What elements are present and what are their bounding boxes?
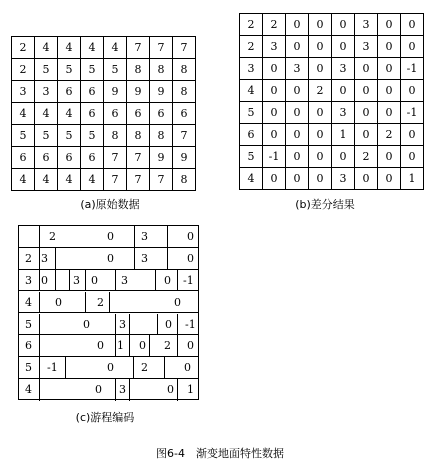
grid-cell: 8 — [173, 81, 196, 103]
grid-cell: 4 — [12, 169, 35, 191]
rle-row — [19, 292, 198, 314]
grid-cell: 6 — [81, 81, 104, 103]
grid-cell: 6 — [35, 147, 58, 169]
rle-value: -1 — [47, 361, 58, 375]
grid-cell: 0 — [309, 146, 332, 168]
rle-divider — [55, 270, 56, 291]
rle-divider — [39, 292, 40, 313]
grid-cell: 6 — [173, 103, 196, 125]
rle-value: 6 — [25, 339, 32, 353]
grid-cell: 8 — [127, 125, 150, 147]
rle-value: 1 — [117, 339, 124, 353]
rle-value: 2 — [97, 295, 104, 309]
grid-cell: 8 — [150, 59, 173, 81]
rle-value: 0 — [107, 230, 114, 243]
rle-divider — [39, 248, 40, 269]
rle-value: 2 — [25, 251, 32, 265]
rle-divider — [155, 270, 156, 291]
rle-divider — [167, 226, 168, 247]
grid-cell: 5 — [35, 59, 58, 81]
grid-row — [240, 146, 424, 168]
rle-divider — [134, 248, 135, 269]
rle-divider — [149, 335, 150, 356]
rle-value: 0 — [187, 251, 194, 265]
grid-cell: 1 — [401, 168, 424, 190]
rle-value: 0 — [164, 273, 171, 287]
rle-row — [19, 248, 198, 270]
rle-divider — [129, 335, 130, 356]
grid-cell: 7 — [127, 37, 150, 59]
run-length-encoding-table — [18, 225, 199, 400]
grid-cell: 2 — [12, 59, 35, 81]
rle-value: 1 — [187, 383, 194, 397]
grid-cell: 0 — [309, 36, 332, 58]
grid-cell: 7 — [127, 169, 150, 191]
grid-cell: 0 — [309, 102, 332, 124]
grid-cell: 2 — [240, 36, 263, 58]
grid-cell: 3 — [355, 14, 378, 36]
grid-cell: 0 — [401, 146, 424, 168]
grid-row — [12, 59, 196, 81]
rle-value: 3 — [25, 273, 32, 287]
grid-cell: 9 — [127, 81, 150, 103]
rle-divider — [167, 248, 168, 269]
grid-cell: 3 — [263, 36, 286, 58]
rle-row — [19, 379, 198, 401]
grid-cell: 4 — [35, 103, 58, 125]
grid-cell: 2 — [378, 124, 401, 146]
grid-cell: 0 — [401, 80, 424, 102]
rle-divider — [164, 357, 165, 378]
rle-value: 3 — [141, 251, 148, 265]
rle-value: -1 — [185, 317, 196, 331]
grid-cell: 9 — [150, 81, 173, 103]
grid-cell: 0 — [355, 102, 378, 124]
grid-cell: 8 — [127, 59, 150, 81]
grid-cell: 0 — [378, 168, 401, 190]
rle-divider — [39, 270, 40, 291]
grid-cell: 4 — [104, 37, 127, 59]
grid-row — [240, 58, 424, 80]
grid-cell: 0 — [263, 168, 286, 190]
grid-cell: 7 — [104, 169, 127, 191]
rle-value: 0 — [187, 339, 194, 353]
rle-divider — [115, 270, 116, 291]
rle-value: 0 — [97, 339, 104, 353]
grid-cell: 0 — [332, 80, 355, 102]
grid-cell: 7 — [150, 37, 173, 59]
rle-value: 3 — [119, 383, 126, 397]
rle-value: 2 — [164, 339, 171, 353]
grid-cell: 3 — [355, 36, 378, 58]
grid-cell: 9 — [104, 81, 127, 103]
grid-cell: 0 — [309, 58, 332, 80]
grid-cell: 4 — [12, 103, 35, 125]
grid-cell: 0 — [401, 14, 424, 36]
rle-value: 3 — [119, 317, 126, 331]
grid-cell: 4 — [35, 169, 58, 191]
rle-value: 0 — [184, 361, 191, 375]
grid-row — [240, 102, 424, 124]
grid-row — [240, 124, 424, 146]
rle-divider — [65, 357, 66, 378]
grid-cell: 0 — [378, 80, 401, 102]
figure-caption: 图6-4 渐变地面特性数据 — [156, 447, 284, 460]
grid-cell: 4 — [58, 37, 81, 59]
rle-value: 0 — [55, 295, 62, 309]
grid-cell: 0 — [355, 80, 378, 102]
grid-cell: 0 — [286, 36, 309, 58]
grid-cell: 7 — [173, 37, 196, 59]
rle-row — [19, 335, 198, 357]
grid-cell: 5 — [81, 59, 104, 81]
grid-cell: -1 — [263, 146, 286, 168]
grid-cell: 0 — [286, 14, 309, 36]
grid-cell: 0 — [263, 80, 286, 102]
rle-value: 3 — [41, 251, 48, 265]
grid-cell: 0 — [355, 58, 378, 80]
rle-value: 0 — [107, 361, 114, 375]
rle-divider — [69, 270, 70, 291]
rle-value: 3 — [73, 273, 80, 287]
grid-cell: 0 — [309, 14, 332, 36]
rle-divider — [115, 379, 116, 401]
rle-value: 0 — [41, 273, 48, 287]
grid-cell: 6 — [127, 103, 150, 125]
grid-cell: 6 — [240, 124, 263, 146]
grid-cell: 6 — [104, 103, 127, 125]
grid-row — [12, 147, 196, 169]
rle-value: 3 — [141, 230, 148, 243]
rle-value: -1 — [183, 273, 194, 287]
grid-cell: 0 — [401, 36, 424, 58]
rle-divider — [39, 314, 40, 335]
grid-cell: 0 — [263, 58, 286, 80]
grid-cell: 3 — [332, 58, 355, 80]
grid-cell: 9 — [173, 147, 196, 169]
rle-value: 0 — [187, 230, 194, 243]
grid-cell: 5 — [81, 125, 104, 147]
grid-cell: 0 — [309, 124, 332, 146]
grid-cell: 2 — [12, 37, 35, 59]
grid-row — [12, 103, 196, 125]
grid-cell: 6 — [12, 147, 35, 169]
grid-row — [240, 80, 424, 102]
grid-cell: 4 — [81, 169, 104, 191]
grid-cell: 5 — [240, 102, 263, 124]
grid-cell: 5 — [35, 125, 58, 147]
rle-value: 0 — [167, 383, 174, 397]
rle-divider — [177, 379, 178, 401]
rle-divider — [133, 357, 134, 378]
grid-cell: 5 — [58, 125, 81, 147]
grid-cell: 3 — [286, 58, 309, 80]
grid-cell: 0 — [355, 124, 378, 146]
rle-value: 0 — [165, 317, 172, 331]
grid-cell: -1 — [401, 58, 424, 80]
rle-divider — [55, 248, 56, 269]
grid-cell: 4 — [35, 37, 58, 59]
grid-cell: 1 — [332, 124, 355, 146]
rle-divider — [85, 270, 86, 291]
grid-cell: 4 — [58, 169, 81, 191]
grid-cell: 4 — [81, 37, 104, 59]
grid-cell: 0 — [286, 146, 309, 168]
rle-row — [19, 314, 198, 336]
grid-cell: 5 — [58, 59, 81, 81]
grid-cell: 8 — [150, 125, 173, 147]
rle-divider — [39, 226, 40, 247]
grid-cell: 3 — [240, 58, 263, 80]
rle-divider — [177, 335, 178, 356]
rle-value: 0 — [107, 251, 114, 265]
rle-row — [19, 226, 198, 248]
rle-divider — [39, 379, 40, 401]
grid-row — [240, 168, 424, 190]
grid-row — [240, 14, 424, 36]
rle-value: 2 — [49, 230, 56, 243]
rle-value: 0 — [95, 383, 102, 397]
difference-result-grid — [239, 13, 424, 190]
grid-cell: 3 — [332, 102, 355, 124]
grid-cell: 2 — [309, 80, 332, 102]
rle-divider — [115, 314, 116, 335]
rle-value: 0 — [91, 273, 98, 287]
grid-cell: 6 — [150, 103, 173, 125]
rle-value: 4 — [25, 383, 32, 397]
grid-cell: 0 — [378, 146, 401, 168]
rle-divider — [129, 314, 130, 335]
grid-row — [12, 125, 196, 147]
rle-row — [19, 357, 198, 379]
grid-row — [12, 81, 196, 103]
grid-row — [240, 36, 424, 58]
grid-row — [12, 37, 196, 59]
rle-value: 0 — [139, 339, 146, 353]
rle-value: 0 — [83, 317, 90, 331]
grid-cell: 0 — [378, 14, 401, 36]
rle-value: 5 — [25, 361, 32, 375]
grid-cell: 0 — [263, 102, 286, 124]
grid-row — [12, 169, 196, 191]
grid-cell: 7 — [127, 147, 150, 169]
rle-divider — [157, 314, 158, 335]
grid-cell: 0 — [286, 102, 309, 124]
grid-cell: 0 — [263, 124, 286, 146]
grid-cell: 6 — [81, 147, 104, 169]
grid-cell: 2 — [263, 14, 286, 36]
grid-cell: 6 — [58, 147, 81, 169]
rle-divider — [115, 335, 116, 356]
rle-divider — [129, 379, 130, 401]
grid-cell: 2 — [240, 14, 263, 36]
grid-cell: 7 — [173, 125, 196, 147]
grid-cell: 7 — [150, 169, 173, 191]
grid-cell: 3 — [332, 168, 355, 190]
grid-cell: 8 — [104, 125, 127, 147]
original-data-caption: (a)原始数据 — [80, 198, 140, 211]
grid-cell: 8 — [173, 169, 196, 191]
rle-divider — [39, 357, 40, 378]
grid-cell: 0 — [286, 168, 309, 190]
grid-cell: 0 — [332, 146, 355, 168]
original-data-grid — [11, 36, 196, 191]
grid-cell: 4 — [240, 80, 263, 102]
grid-cell: 6 — [81, 103, 104, 125]
rle-divider — [39, 335, 40, 356]
rle-value: 5 — [25, 317, 32, 331]
grid-cell: 8 — [173, 59, 196, 81]
rle-divider — [177, 314, 178, 335]
difference-result-caption: (b)差分结果 — [295, 198, 355, 211]
grid-cell: 9 — [150, 147, 173, 169]
run-length-encoding-caption: (c)游程编码 — [75, 411, 135, 424]
grid-cell: 2 — [355, 146, 378, 168]
grid-cell: 0 — [378, 58, 401, 80]
grid-cell: 0 — [332, 14, 355, 36]
rle-value: 3 — [121, 273, 128, 287]
grid-cell: 5 — [240, 146, 263, 168]
rle-row — [19, 270, 198, 292]
grid-cell: 0 — [332, 36, 355, 58]
grid-cell: 7 — [104, 147, 127, 169]
rle-divider — [109, 292, 110, 313]
grid-cell: -1 — [401, 102, 424, 124]
grid-cell: 5 — [12, 125, 35, 147]
rle-divider — [134, 226, 135, 247]
grid-cell: 0 — [378, 36, 401, 58]
grid-cell: 0 — [286, 80, 309, 102]
grid-cell: 5 — [104, 59, 127, 81]
rle-divider — [85, 292, 86, 313]
rle-value: 4 — [25, 295, 32, 309]
rle-value: 0 — [174, 295, 181, 309]
grid-cell: 0 — [309, 168, 332, 190]
grid-cell: 3 — [35, 81, 58, 103]
grid-cell: 3 — [12, 81, 35, 103]
grid-cell: 4 — [58, 103, 81, 125]
grid-cell: 0 — [286, 124, 309, 146]
rle-divider — [177, 270, 178, 291]
grid-cell: 0 — [378, 102, 401, 124]
grid-cell: 0 — [401, 124, 424, 146]
rle-value: 2 — [141, 361, 148, 375]
grid-cell: 6 — [58, 81, 81, 103]
grid-cell: 0 — [355, 168, 378, 190]
grid-cell: 4 — [240, 168, 263, 190]
